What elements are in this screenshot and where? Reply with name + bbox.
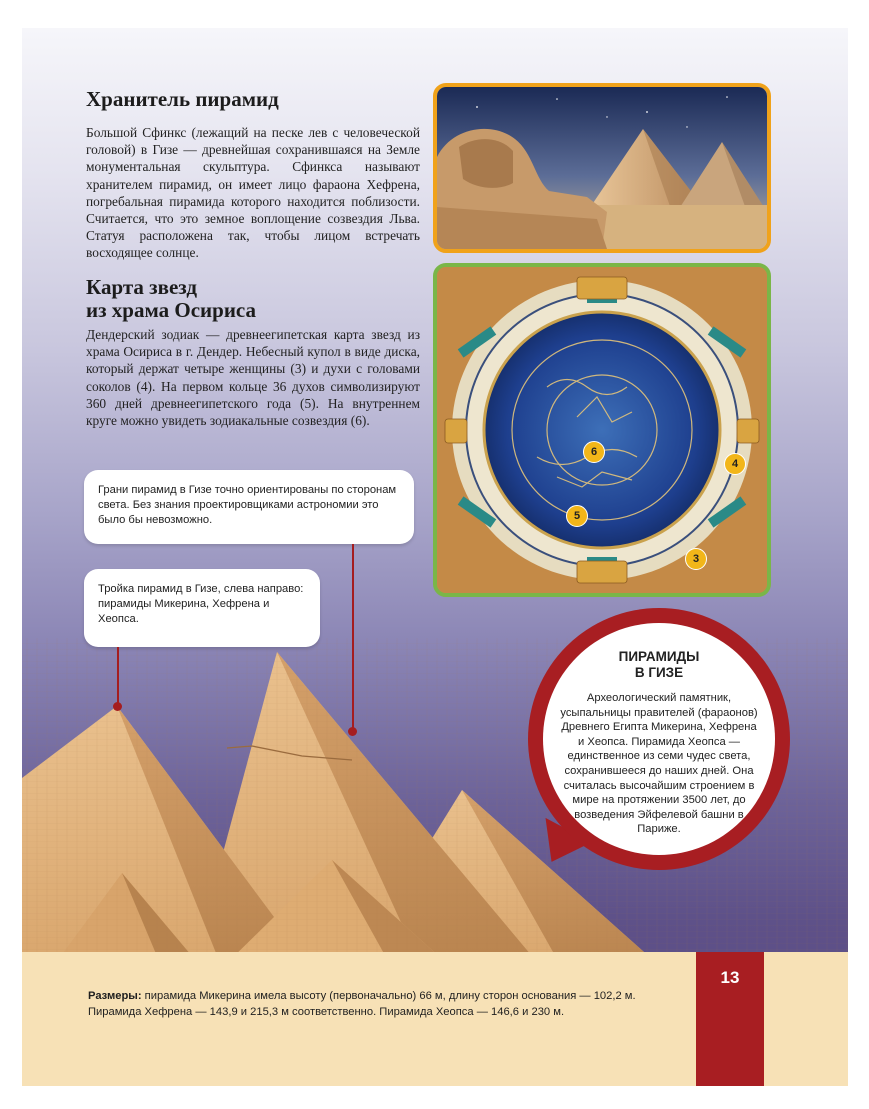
dimensions-label: Размеры:: [88, 990, 142, 1002]
giza-bubble: [543, 623, 775, 855]
star-map-title-line1: Карта звезд: [86, 275, 197, 299]
trio-pointer-line: [117, 647, 119, 705]
dimensions-body: пирамида Микерина имела высоту (первоначально) 66 м, длину сторон основания — 102,2 м. Пирамида Хефрена — 143,9 и 215,3 м соответственно. Пирамида Хеопса — 146,6 и 230 м.: [88, 990, 636, 1018]
orientation-pointer-line: [352, 544, 354, 728]
book-page: [22, 28, 848, 1086]
trio-callout: Тройка пирамид в Гизе, слева направо: пирамиды Микерина, Хефрена и Хеопса.: [84, 569, 320, 647]
bubble-title-line1: ПИРАМИДЫ: [618, 649, 700, 664]
zodiac-label-4: 4: [724, 453, 746, 475]
zodiac-label-6: 6: [583, 441, 605, 463]
star-map-text: Дендерский зодиак — древнеегипетская карта звезд из храма Осириса в г. Дендер. Небесный купол в виде диска, который держат четыре женщины (3) и духи с головами соколов (4). На первом кольце 36 духов символизируют 360 дней древнеегипетского года (5). На внутреннем круге можно увидеть зодиакальные созвездия (6).: [86, 327, 420, 429]
bubble-title-line2: В ГИЗЕ: [634, 665, 684, 680]
sphinx-section-text: Большой Сфинкс (лежащий на песке лев с человеческой головой) в Гизе — древнейшая сохранившаяся на Земле монументальная скульптура. Сфинкса называют хранителем пирамид, он имеет лицо фараона Хефрена, погребальная пирамида которого находится поблизости. Считается, что это земное воплощение созвездия Льва. Статуя расположена так, чтобы лицом встречать восходящее солнце.: [86, 125, 420, 261]
zodiac-label-5: 5: [566, 505, 588, 527]
bubble-text: Археологический памятник, усыпальницы правителей (фараонов) Древнего Египта Микерина, Хефрена и Хеопса. Пирамида Хеопса — единственное из семи чудес света, сохранившееся до наших дней. Она считалась высочайшим строением в мире на протяжении 3500 лет, до возведения Эйфелевой башни в Париже.: [560, 692, 758, 836]
dendera-zodiac-photo: [433, 263, 771, 597]
sphinx-section-title: Хранитель пирамид: [86, 87, 279, 111]
trio-pointer-dot: [113, 702, 122, 711]
bubble-title: [559, 649, 759, 681]
orientation-pointer-dot: [348, 727, 357, 736]
dimensions-text: [88, 988, 690, 1020]
sphinx-photo: [433, 83, 771, 253]
page-number: 13: [720, 968, 740, 987]
zodiac-label-3: 3: [685, 548, 707, 570]
star-map-title-line2: из храма Осириса: [86, 298, 256, 322]
orientation-callout: Грани пирамид в Гизе точно ориентированы по сторонам света. Без знания проектировщиками астрономии это было бы невозможно.: [84, 470, 414, 544]
